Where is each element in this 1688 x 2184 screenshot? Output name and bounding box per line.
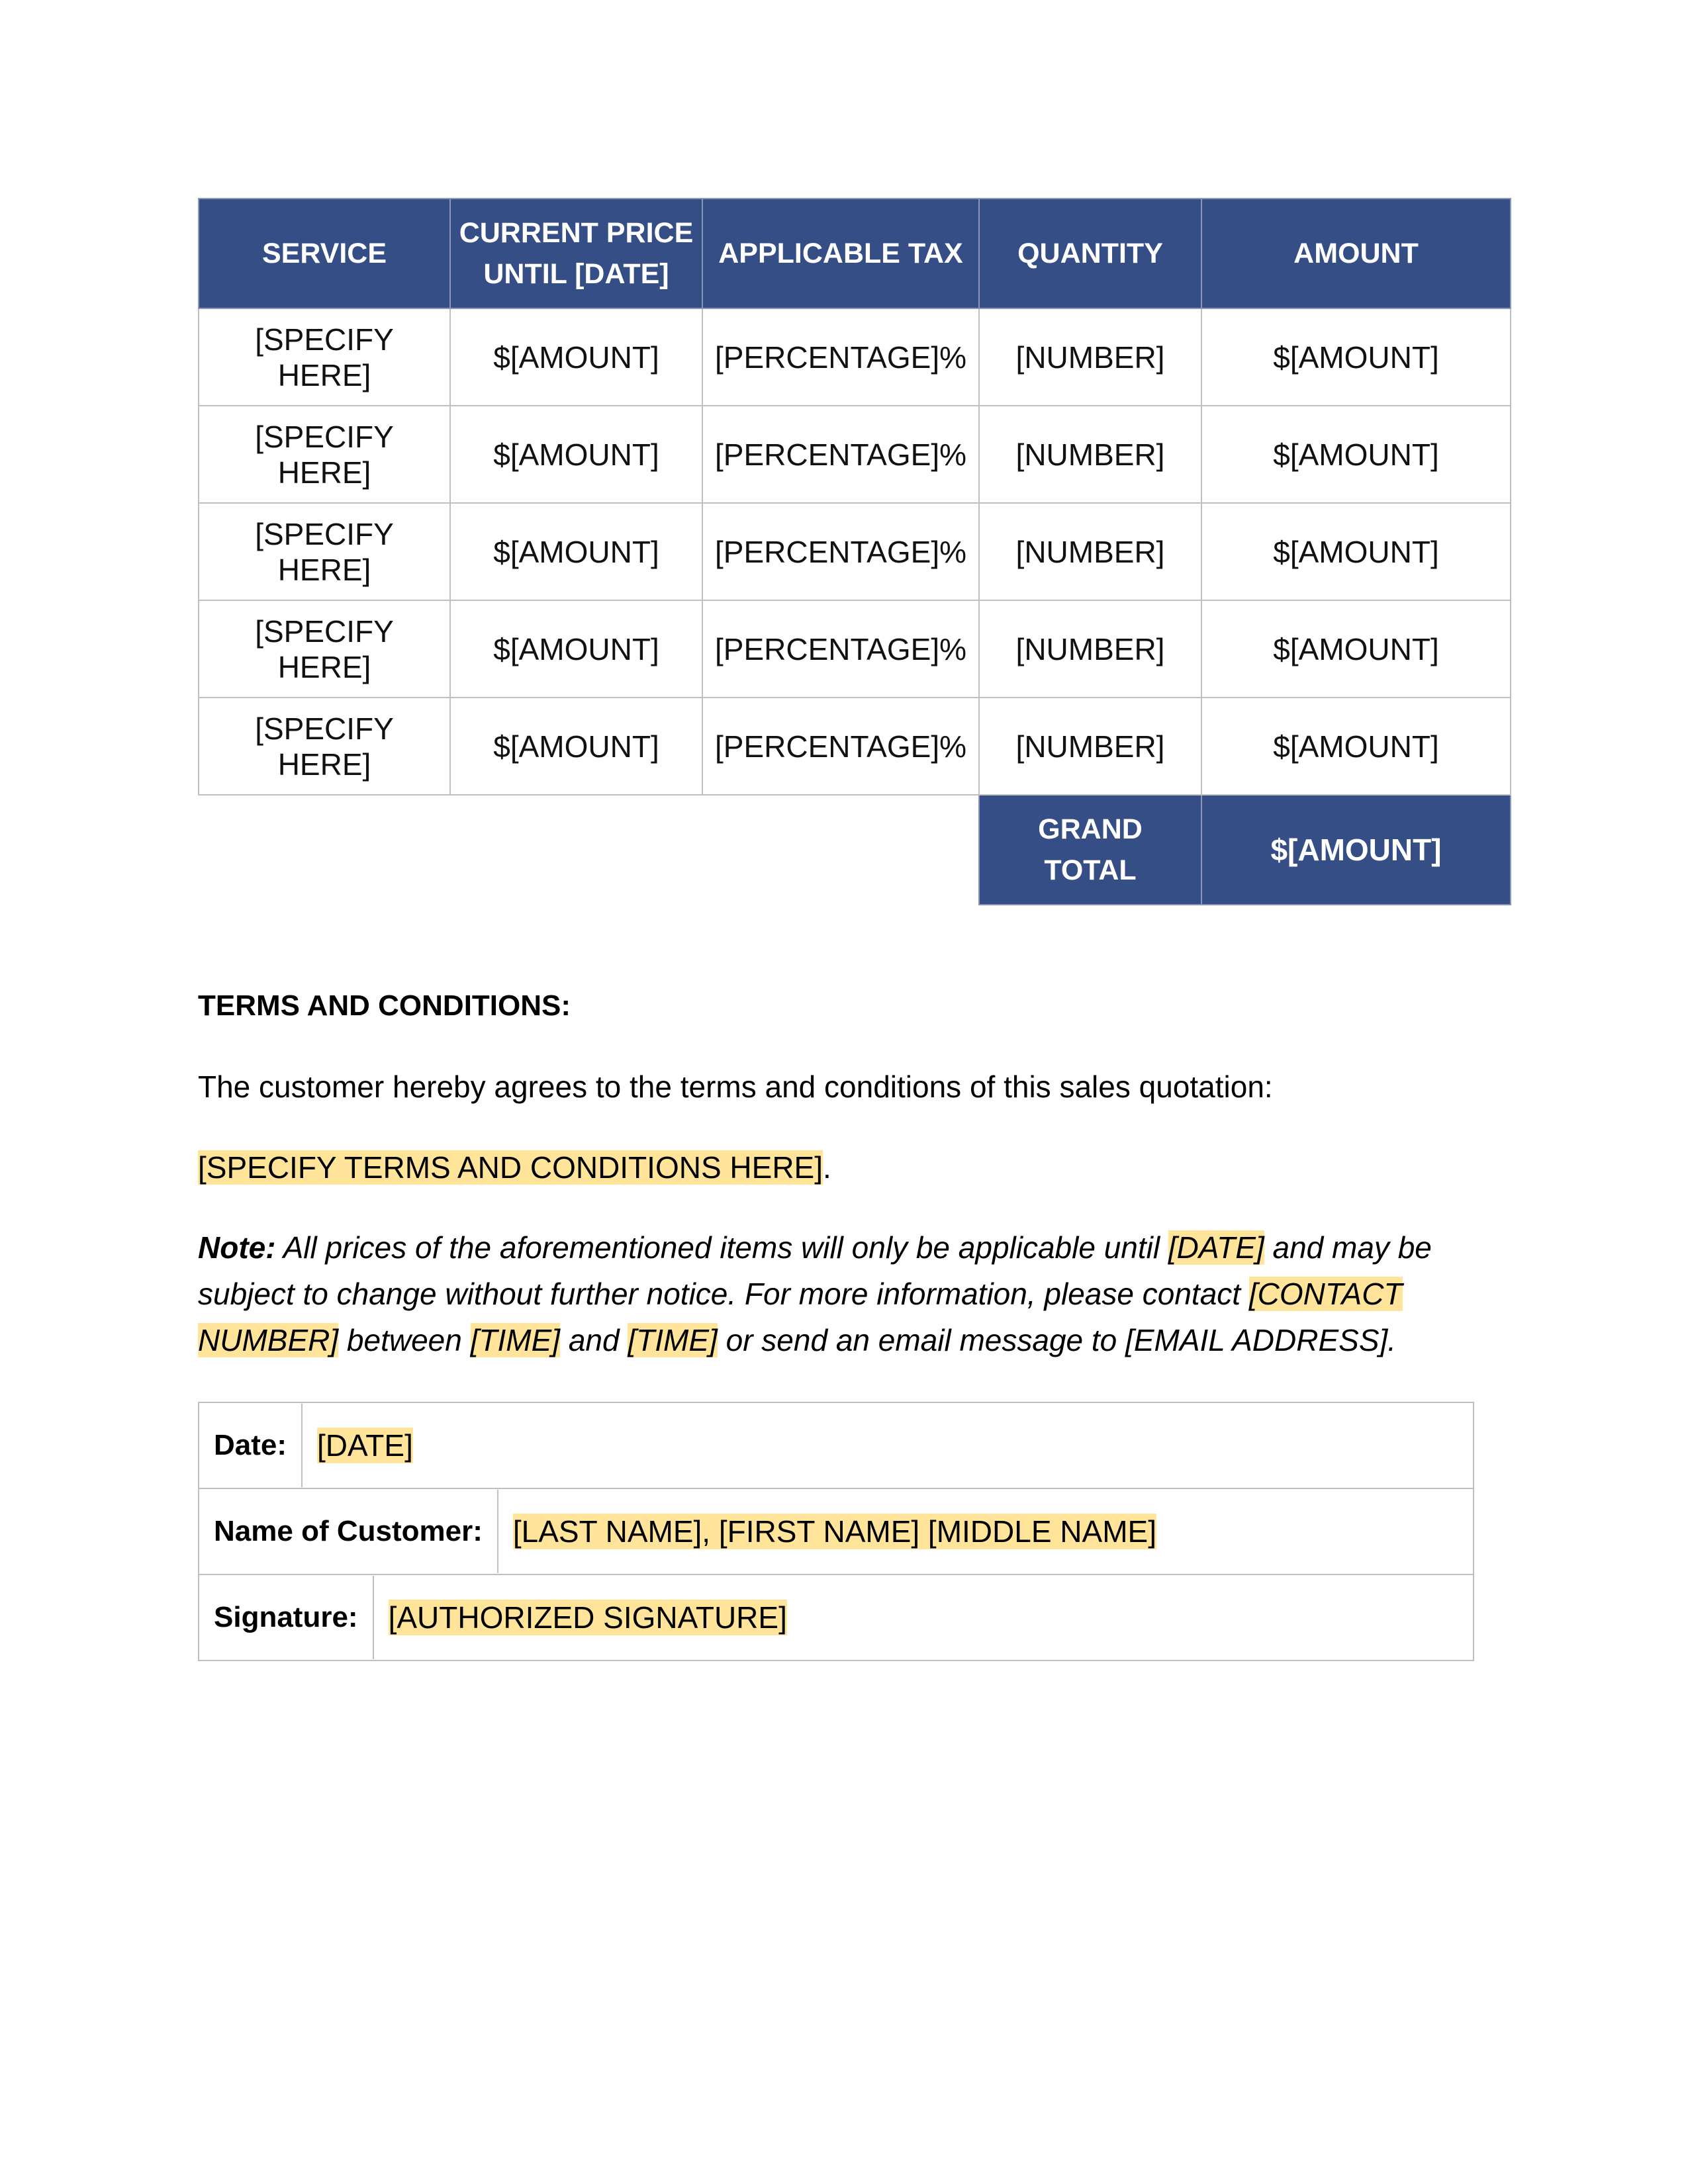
terms-heading: TERMS AND CONDITIONS: <box>198 989 571 1022</box>
note-date-placeholder[interactable]: [DATE] <box>1168 1230 1264 1265</box>
note-contact-placeholder[interactable]: [CONTACT NUMBER] <box>198 1277 1403 1357</box>
cell-amount[interactable]: $[AMOUNT] <box>1201 600 1511 698</box>
grand-total-label <box>979 795 1201 905</box>
customer-name-row <box>199 1488 1474 1574</box>
cell-quantity[interactable]: [NUMBER] <box>979 503 1201 600</box>
grand-total-value[interactable]: $[AMOUNT] <box>1201 795 1511 905</box>
customer-name-cell <box>199 1488 1474 1574</box>
grand-total-spacer <box>199 795 979 905</box>
cell-quantity[interactable]: [NUMBER] <box>979 308 1201 406</box>
grand-total-label-line2: TOTAL <box>1044 854 1137 886</box>
note-text-3: between <box>338 1323 471 1357</box>
signature-row <box>199 1574 1474 1661</box>
header-quantity: QUANTITY <box>979 199 1201 308</box>
cell-tax[interactable]: [PERCENTAGE]% <box>702 503 979 600</box>
customer-info-table <box>198 1402 1474 1661</box>
signature-label: Signature: <box>199 1576 374 1659</box>
note-text-1: All prices of the aforementioned items will only be applicable until <box>275 1230 1168 1265</box>
cell-service[interactable]: [SPECIFY HERE] <box>199 406 450 503</box>
grand-total-row <box>199 795 1511 905</box>
grand-total-label-line1: GRAND <box>1038 813 1143 845</box>
customer-name-value-wrap <box>498 1490 1171 1573</box>
cell-quantity[interactable]: [NUMBER] <box>979 406 1201 503</box>
date-value-wrap <box>303 1404 428 1487</box>
table-row <box>199 698 1511 795</box>
date-value[interactable]: [DATE] <box>317 1428 413 1463</box>
note-label: Note: <box>198 1230 276 1265</box>
signature-value-wrap <box>374 1576 802 1659</box>
cell-service[interactable]: [SPECIFY HERE] <box>199 600 450 698</box>
cell-price[interactable]: $[AMOUNT] <box>450 503 702 600</box>
customer-name-row-content <box>199 1490 1473 1573</box>
header-amount: AMOUNT <box>1201 199 1511 308</box>
table-row <box>199 308 1511 406</box>
signature-value[interactable]: [AUTHORIZED SIGNATURE] <box>388 1600 787 1635</box>
terms-specify-suffix: . <box>823 1150 831 1185</box>
cell-amount[interactable]: $[AMOUNT] <box>1201 308 1511 406</box>
quote-table <box>198 198 1511 905</box>
header-current-price <box>450 199 702 308</box>
cell-tax[interactable]: [PERCENTAGE]% <box>702 308 979 406</box>
table-row <box>199 406 1511 503</box>
header-service: SERVICE <box>199 199 450 308</box>
cell-service[interactable]: [SPECIFY HERE] <box>199 503 450 600</box>
note-paragraph <box>198 1224 1495 1363</box>
cell-tax[interactable]: [PERCENTAGE]% <box>702 698 979 795</box>
cell-amount[interactable]: $[AMOUNT] <box>1201 406 1511 503</box>
terms-specify-placeholder[interactable]: [SPECIFY TERMS AND CONDITIONS HERE] <box>198 1150 823 1185</box>
terms-intro: The customer hereby agrees to the terms and conditions of this sales quotation: <box>198 1069 1273 1104</box>
cell-tax[interactable]: [PERCENTAGE]% <box>702 600 979 698</box>
note-time-start-placeholder[interactable]: [TIME] <box>470 1323 561 1357</box>
note-text-2: and may be subject to change without further notice. For more information, please contact <box>198 1230 1432 1311</box>
cell-tax[interactable]: [PERCENTAGE]% <box>702 406 979 503</box>
cell-service[interactable]: [SPECIFY HERE] <box>199 698 450 795</box>
cell-price[interactable]: $[AMOUNT] <box>450 308 702 406</box>
date-label: Date: <box>199 1404 303 1487</box>
note-text-5: or send an email message to [EMAIL ADDRESS]. <box>717 1323 1397 1357</box>
cell-price[interactable]: $[AMOUNT] <box>450 698 702 795</box>
date-row-content <box>199 1404 1473 1487</box>
quote-header-row <box>199 199 1511 308</box>
customer-name-label: Name of Customer: <box>199 1490 498 1573</box>
signature-cell <box>199 1574 1474 1661</box>
cell-service[interactable]: [SPECIFY HERE] <box>199 308 450 406</box>
cell-price[interactable]: $[AMOUNT] <box>450 600 702 698</box>
cell-quantity[interactable]: [NUMBER] <box>979 600 1201 698</box>
cell-amount[interactable]: $[AMOUNT] <box>1201 503 1511 600</box>
note-time-end-placeholder[interactable]: [TIME] <box>628 1323 718 1357</box>
header-current-price-line1: CURRENT PRICE <box>459 217 694 249</box>
header-applicable-tax: APPLICABLE TAX <box>702 199 979 308</box>
signature-row-content <box>199 1576 1473 1659</box>
cell-quantity[interactable]: [NUMBER] <box>979 698 1201 795</box>
cell-amount[interactable]: $[AMOUNT] <box>1201 698 1511 795</box>
note-text-4: and <box>560 1323 628 1357</box>
table-row <box>199 503 1511 600</box>
date-row <box>199 1402 1474 1488</box>
customer-name-value[interactable]: [LAST NAME], [FIRST NAME] [MIDDLE NAME] <box>512 1514 1156 1549</box>
table-row <box>199 600 1511 698</box>
date-cell <box>199 1402 1474 1488</box>
cell-price[interactable]: $[AMOUNT] <box>450 406 702 503</box>
terms-specify-paragraph <box>198 1148 831 1187</box>
header-current-price-line2: UNTIL [DATE] <box>483 258 669 290</box>
